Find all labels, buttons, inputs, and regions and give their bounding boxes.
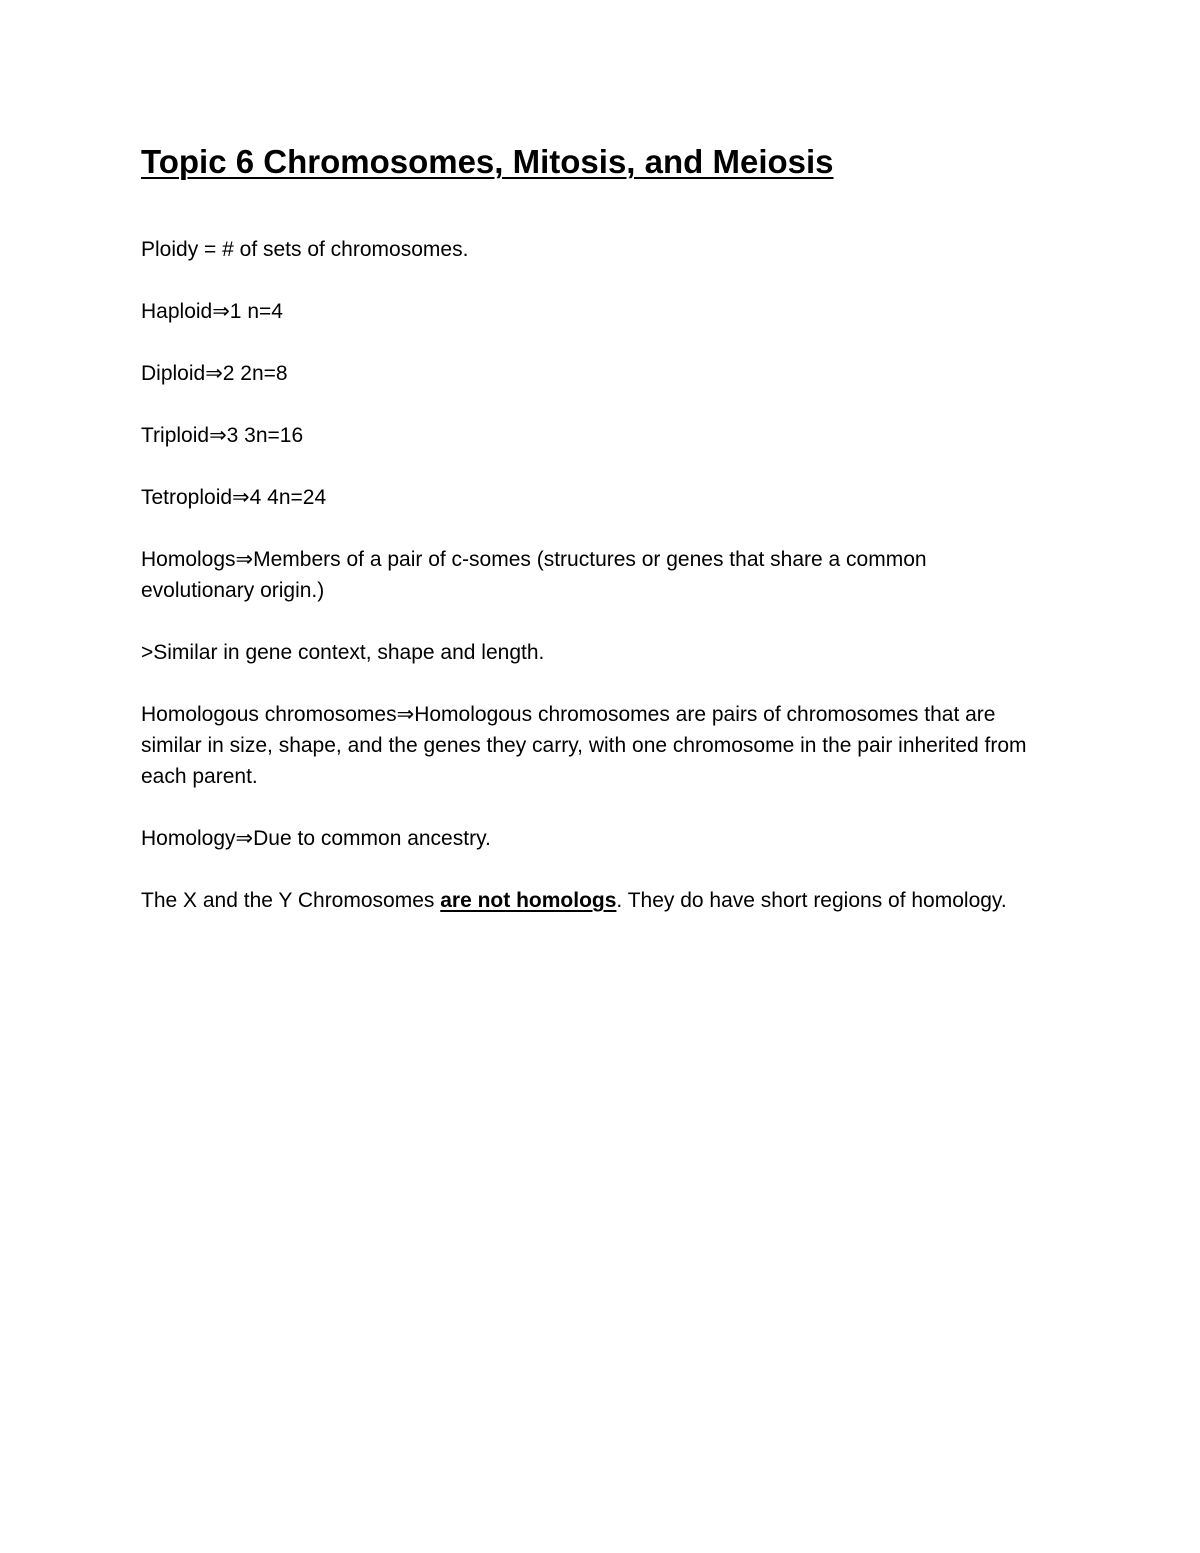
homology-definition: Homology⇒Due to common ancestry. [141,827,491,850]
haploid-line: Haploid⇒1 n=4 [141,300,283,323]
page-title: Topic 6 Chromosomes, Mitosis, and Meiosis [141,143,834,180]
document-page [141,140,1041,916]
diploid-line: Diploid⇒2 2n=8 [141,362,288,385]
ploidy-definition: Ploidy = # of sets of chromosomes. [141,238,469,261]
homologous-chromosomes-definition: Homologous chromosomes⇒Homologous chromosomes are pairs of chromosomes that are similar in size, shape, and the genes they carry, with one chromosome in the pair inherited from each parent. [141,703,1027,788]
xy-note-end: . They do have short regions of homology. [616,889,1007,912]
triploid-line: Triploid⇒3 3n=16 [141,424,304,447]
tetroploid-line: Tetroploid⇒4 4n=24 [141,486,327,509]
xy-note-start: The X and the Y Chromosomes [141,889,441,912]
xy-chromosomes-note [141,885,1041,916]
similar-note: >Similar in gene context, shape and length. [141,641,545,664]
homologs-definition: Homologs⇒Members of a pair of c-somes (structures or genes that share a common evolutionary origin.) [141,548,927,602]
xy-note-emphasis: are not homologs [440,889,617,912]
